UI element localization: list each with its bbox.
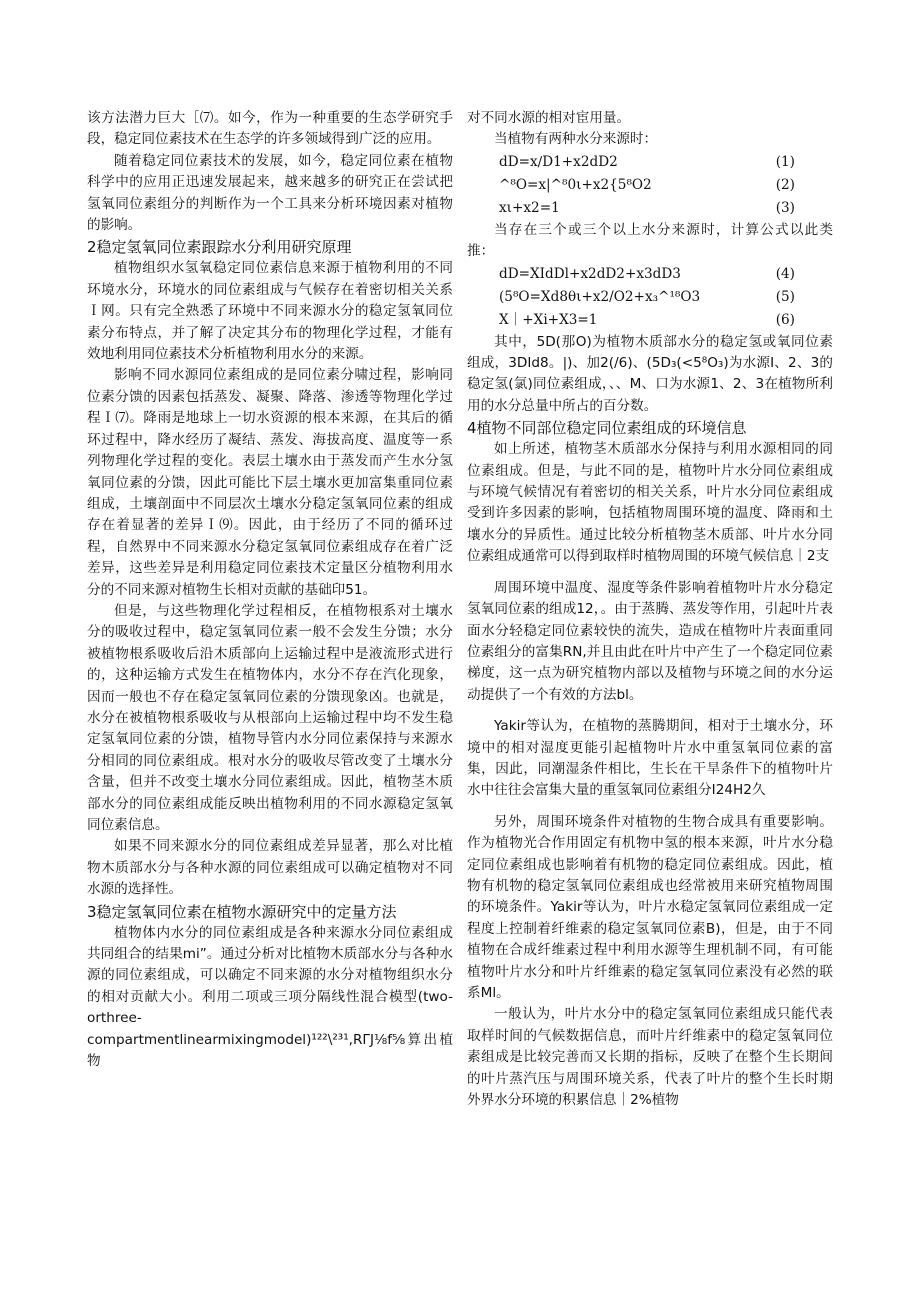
- equation: [467, 263, 833, 286]
- paragraph: 如上所述，植物茎木质部水分保持与利用水源相同的同位素组成。但是，与此不同的是，植物叶片水分同位素组成与环境气候情况有着密切的相关关系，叶片水分同位素组成受到许多因素的影响，包括植物周围环境的温度、降雨和土壤水分的异质性。通过比较分析植物茎木质部、叶片水分同位素组成通常可以得到取样时植物周围的环境气候信息｜2支: [467, 441, 833, 565]
- right-column: [467, 108, 833, 1111]
- paragraph: 一般认为，叶片水分中的稳定氢氧同位素组成只能代表取样时间的气候数据信息，而叶片纤维素中的稳定氢氧同位素组成是比较完善而又长期的指标，反映了在整个生长期间的叶片蒸汽压与周围环境关系，代表了叶片的整个生长时期外界水分环境的积累信息｜2%植物: [467, 1006, 833, 1109]
- paragraph: 影响不同水源同位素组成的是同位素分啸过程，影响同位素分馈的因素包括蒸发、凝聚、降落、渗透等物理化学过程Ｉ⑺。降雨是地球上一切水资源的根本来源，在其后的循环过程中，降水经历了凝结、蒸发、海拔高度、温度等一系列物理化学过程的变化。表层土壤水由于蒸发而产生水分氢氧同位素的分馈，因此可能比下层土壤水更加富集重同位素组成，土壤剖面中不同层次土壤水分稳定氢氧同位素的组成存在着显著的差异Ｉ⑼。因此，由于经历了不同的循环过程，自然界中不同来源水分稳定氢氧同位素组成存在着广泛差异，这些差异是利用稳定同位素技术定量区分植物利用水分的不同来源对植物生长相对贡献的基础印51。: [87, 367, 453, 598]
- equation: [467, 309, 833, 332]
- equation-number: (5): [775, 288, 795, 305]
- section-heading-2: 2稳定氢氧同位素跟踪水分利用研究原理: [87, 238, 352, 257]
- paragraph: 如果不同来源水分的同位素组成差异显著，那么对比植物木质部水分与各种水源的同位素组成可以确定植物对不同水源的选择性。: [87, 838, 453, 898]
- equation-expression: xι+x2=1: [499, 199, 560, 216]
- equation-number: (1): [775, 153, 795, 170]
- equation-expression: (5⁸O=Xd8θι+x2/O2+x₃^¹⁸O3: [499, 288, 701, 305]
- equation-expression: X｜+Xi+X3=1: [499, 311, 598, 328]
- paragraph: 对不同水源的相对宦用量。: [467, 110, 631, 126]
- equation-expression: dD=x∕D1+x2dD2: [499, 153, 618, 170]
- equation-number: (6): [775, 311, 795, 328]
- paragraph: 但是，与这些物理化学过程相反，在植物根系对土壤水分的吸收过程中，稳定氢氧同位素一般不会发生分馈；水分被植物根系吸收后沿木质部向上运输过程中是液流形式进行的，这种运输方式发生在植物体内，水分不存在汽化现象，因而一般也不存在稳定氢氧同位素的分馈现象凶。也就是，水分在被植物根系吸收与从根部向上运输过程中均不发生稳定氢氧同位素的分馈，植物导管内水分同位素保持与来源水分相同的同位素组成。根对水分的吸收尽管改变了土壤水分含量，但并不改变土壤水分同位素组成。因此，植物茎木质部水分的同位素组成能反映出植物利用的不同水源稳定氢氧同位素信息。: [87, 602, 453, 833]
- paragraph: 该方法潜力巨大［⑺。如今，作为一种重要的生态学研究手段，稳定同位素技术在生态学的许多领域得到广泛的应用。: [87, 110, 453, 148]
- equation-expression: ^⁸O=x|^⁸0ι+x2{5⁸O2: [499, 176, 652, 193]
- section-heading-4: 4植物不同部位稳定同位素组成的环境信息: [467, 419, 747, 438]
- equation-group-three-sources: [467, 263, 833, 332]
- paragraph: 另外，周围环境条件对植物的生物合成具有重要影响。作为植物光合作用固定有机物中氢的根本来源，叶片水分稳定同位素组成也影响着有机物的稳定同位素组成。因此，植物有机物的稳定氢氧同位素组成也经常被用来研究植物周围的环境条件。Yakir等认为，叶片水稳定氢氧同位素组成一定程度上控制着纤维素的稳定氢氧同位素B)，但是，由于不同植物在合成纤维素过程中利用水源等生理机制不同，有可能植物叶片水分和叶片纤维素的稳定氢氧同位素没有必然的联系Ml。: [467, 813, 833, 1001]
- paragraph: 周围环境中温度、湿度等条件影响着植物叶片水分稳定氢氧同位素的组成12，。由于蒸腾、蒸发等作用，引起叶片表面水分轻稳定同位素较快的流失，造成在植物叶片表面重同位素组分的富集RN,并且由此在叶片中产生了一个稳定同位素梯度，这一点为研究植物内部以及植物与环境之间的水分运动提供了一个有效的方法bl。: [467, 579, 833, 703]
- paragraph: Yakir等认为，在植物的蒸腾期间，相对于土壤水分，环境中的相对湿度更能引起植物叶片水中重氢氧同位素的富集，因此，同潮湿条件相比，生长在干旱条件下的植物叶片水中往往会富集大量的重氢氧同位素组分I24H2久: [467, 718, 833, 799]
- paragraph: 其中，5D(那O)为植物木质部水分的稳定氢或氧同位素组成，3DId8。|)、加2(/6)、(5D₃(<5⁸O₃)为水源I、2、3的稳定氢(氯)同位素组成，、、M、口为水源1、2、3在植物所利用的水分总量中所占的百分数。: [467, 333, 833, 414]
- left-column: [87, 108, 453, 1072]
- paragraph: 植物组织水氢氧稳定同位素信息来源于植物利用的不同环境水分，环境水的同位素组成与气候存在着密切相关关系Ｉ网。只有完全熟悉了环境中不同来源水分的稳定氢氧同位素分布特点，并了解了决定其分布的物理化学过程，才能有效地利用同位素技术分析植物利用水分的来源。: [87, 260, 453, 363]
- equation-number: (3): [775, 199, 795, 216]
- equation: [467, 151, 833, 174]
- equation-group-two-sources: [467, 151, 833, 220]
- equation: [467, 286, 833, 309]
- paragraph: 当存在三个或三个以上水分来源时，计算公式以此类推：: [467, 221, 833, 260]
- paragraph: 随着稳定同位素技术的发展，如今，稳定同位素在植物科学中的应用正迅速发展起来，越来越多的研究正在尝试把氢氧同位素组分的判断作为一个工具来分析环境因素对植物的影响。: [87, 152, 453, 234]
- equation: [467, 197, 833, 220]
- equation: [467, 174, 833, 197]
- equation-number: (4): [775, 265, 795, 282]
- paragraph: 当植物有两种水分来源时：: [494, 131, 658, 148]
- equation-expression: dD=XIdDl+x2dD2+x3dD3: [499, 265, 681, 282]
- section-heading-3: 3稳定氢氧同位素在植物水源研究中的定量方法: [87, 902, 397, 921]
- paragraph: 植物体内水分的同位素组成是各种来源水分同位素组成共同组合的结果mi”。通过分析对比植物木质部水分与各种水源的同位素组成，可以确定不同来源的水分对植物组织水分的相对贡献大小。利用二项或三项分隔线性混合模型(two-orthree-compartmentlinearmixingmodel)¹²²\²³¹,RΓJ⅛f⅝算出植物: [87, 924, 453, 1070]
- equation-number: (2): [775, 176, 795, 193]
